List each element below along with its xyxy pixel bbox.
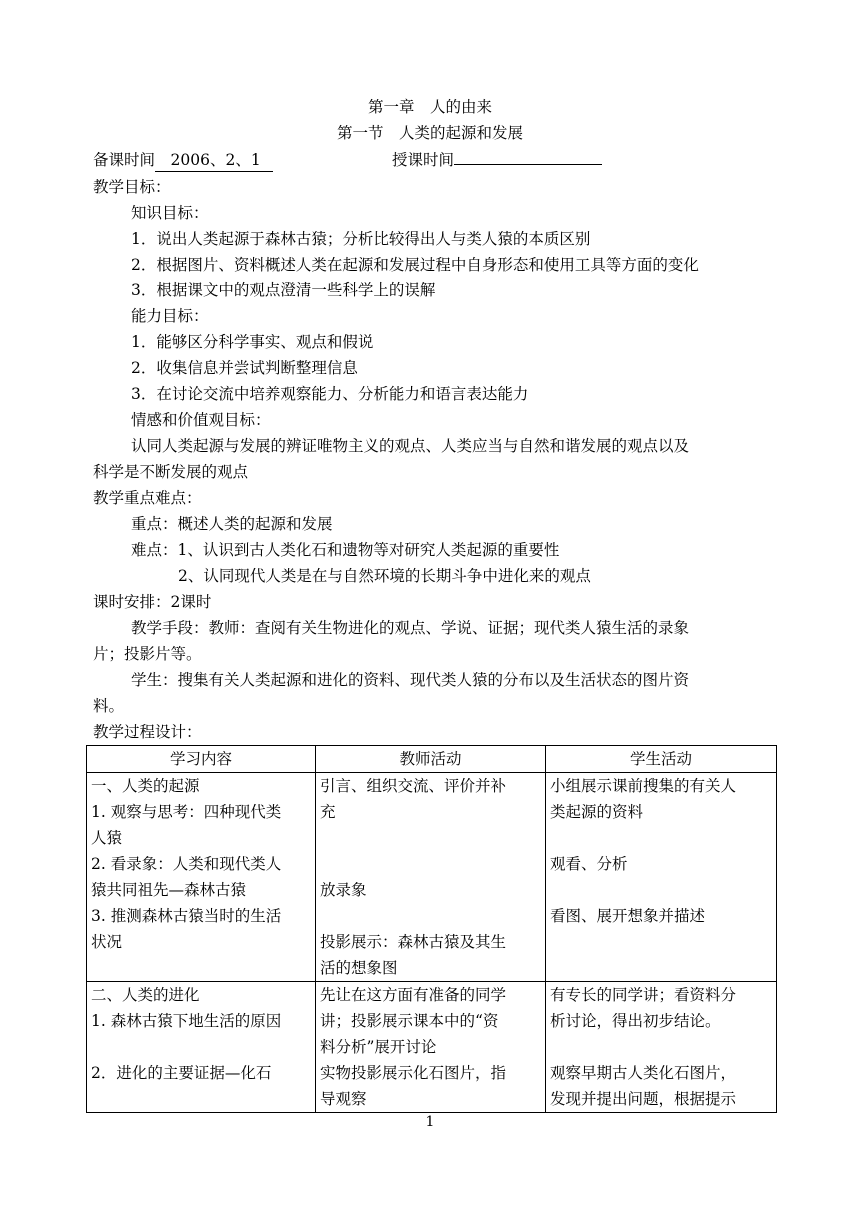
key-difficulty: 2、认同现代人类是在与自然环境的长期斗争中进化来的观点 <box>178 567 591 585</box>
key-difficulty: 难点：1、认识到古人类化石和遗物等对研究人类起源的重要性 <box>131 541 560 559</box>
ability-item: 2．收集信息并尝试判断整理信息 <box>131 359 358 377</box>
cell-text-line: 观察早期古人类化石图片， <box>550 1064 737 1082</box>
cell-text-line <box>550 929 772 955</box>
process-table <box>86 745 777 1113</box>
student-cell <box>546 982 777 1113</box>
teacher-cell <box>316 773 546 982</box>
cell-text-line <box>91 1086 311 1112</box>
teacher-cell <box>316 982 546 1113</box>
cell-text-line: 类起源的资料 <box>550 803 644 821</box>
key-points-heading: 教学重点难点： <box>93 489 202 507</box>
prep-time-row <box>93 147 277 173</box>
knowledge-item: 2．根据图片、资料概述人类在起源和发展过程中自身形态和使用工具等方面的变化 <box>131 256 699 274</box>
cell-text-line: 人猿 <box>91 829 123 847</box>
cell-text-line: 小组展示课前搜集的有关人 <box>550 777 737 795</box>
cell-text-line <box>320 825 541 851</box>
student-cell <box>546 773 777 982</box>
cell-text-line: 料分析”展开讨论 <box>320 1038 437 1056</box>
schedule: 课时安排：2课时 <box>93 593 212 611</box>
cell-text-line: 讲；投影展示课本中的“资 <box>320 1012 499 1030</box>
teach-time-value <box>454 164 602 165</box>
knowledge-heading: 知识目标： <box>131 204 209 222</box>
cell-text-line: 观看、分析 <box>550 855 628 873</box>
cell-text-line: 猿共同祖先—森林古猿 <box>91 881 247 899</box>
ability-heading: 能力目标： <box>131 307 209 325</box>
table-header-row <box>87 746 777 773</box>
content-cell <box>87 982 316 1113</box>
means-student: 学生：搜集有关人类起源和进化的资料、现代类人猿的分布以及生活状态的图片资 <box>131 671 690 689</box>
cell-text-line <box>91 1034 311 1060</box>
cell-text-line <box>550 955 772 981</box>
content-cell <box>87 773 316 982</box>
key-focus: 重点：概述人类的起源和发展 <box>131 515 333 533</box>
column-header: 学生活动 <box>546 746 777 773</box>
ability-item: 3．在讨论交流中培养观察能力、分析能力和语言表达能力 <box>131 385 529 403</box>
cell-text-line <box>550 877 772 903</box>
cell-text-line: 先让在这方面有准备的同学 <box>320 986 507 1004</box>
cell-text-line: 投影展示：森林古猿及其生 <box>320 933 507 951</box>
cell-text-line: 析讨论，得出初步结论。 <box>550 1012 721 1030</box>
cell-text-line: 活的想象图 <box>320 959 398 977</box>
cell-text-line: 3. 推测森林古猿当时的生活 <box>91 907 282 925</box>
cell-text-line: 导观察 <box>320 1090 367 1108</box>
cell-text-line: 实物投影展示化石图片，指 <box>320 1064 507 1082</box>
means-teacher: 片；投影片等。 <box>93 645 202 663</box>
cell-text-line: 充 <box>320 803 336 821</box>
cell-text-line: 引言、组织交流、评价并补 <box>320 777 507 795</box>
means-student: 料。 <box>93 697 125 715</box>
cell-text-line: 发现并提出问题，根据提示 <box>550 1090 737 1108</box>
prep-time-label: 备课时间 <box>93 151 156 169</box>
column-header: 学习内容 <box>87 746 316 773</box>
emotion-text: 科学是不断发展的观点 <box>93 463 249 481</box>
cell-text-line: 1. 森林古猿下地生活的原因 <box>91 1012 282 1030</box>
table-row <box>87 982 777 1113</box>
cell-text-line <box>91 955 311 981</box>
ability-item: 1．能够区分科学事实、观点和假说 <box>131 333 374 351</box>
knowledge-item: 3．根据课文中的观点澄清一些科学上的误解 <box>131 281 436 299</box>
emotion-text: 认同人类起源与发展的辨证唯物主义的观点、人类应当与自然和谐发展的观点以及 <box>131 437 690 455</box>
cell-text-line: 一、人类的起源 <box>91 777 200 795</box>
cell-text-line: 二、人类的进化 <box>91 986 200 1004</box>
prep-time-value: 2006、2、1 <box>155 149 273 172</box>
cell-text-line: 1. 观察与思考：四种现代类 <box>91 803 282 821</box>
cell-text-line: 有专长的同学讲；看资料分 <box>550 986 737 1004</box>
cell-text-line <box>320 851 541 877</box>
page-number: 1 <box>425 1114 435 1130</box>
cell-text-line: 2. 看录象：人类和现代类人 <box>91 855 282 873</box>
emotion-heading: 情感和价值观目标： <box>131 411 271 429</box>
cell-text-line: 状况 <box>91 933 123 951</box>
cell-text-line <box>320 903 541 929</box>
cell-text-line: 看图、展开想象并描述 <box>550 907 706 925</box>
teach-time-label: 授课时间 <box>392 151 455 169</box>
process-heading: 教学过程设计： <box>93 723 202 741</box>
teach-time-row <box>392 147 602 173</box>
cell-text-line <box>550 1034 772 1060</box>
objectives-heading: 教学目标： <box>93 178 171 196</box>
table-row <box>87 773 777 982</box>
section-title: 第一节 人类的起源和发展 <box>336 124 523 142</box>
cell-text-line: 2．进化的主要证据—化石 <box>91 1064 272 1082</box>
chapter-title: 第一章 人的由来 <box>367 98 492 116</box>
means-teacher: 教学手段：教师：查阅有关生物进化的观点、学说、证据；现代类人猿生活的录象 <box>131 619 690 637</box>
column-header: 教师活动 <box>316 746 546 773</box>
cell-text-line <box>550 825 772 851</box>
knowledge-item: 1．说出人类起源于森林古猿；分析比较得出人与类人猿的本质区别 <box>131 230 591 248</box>
cell-text-line: 放录象 <box>320 881 367 899</box>
